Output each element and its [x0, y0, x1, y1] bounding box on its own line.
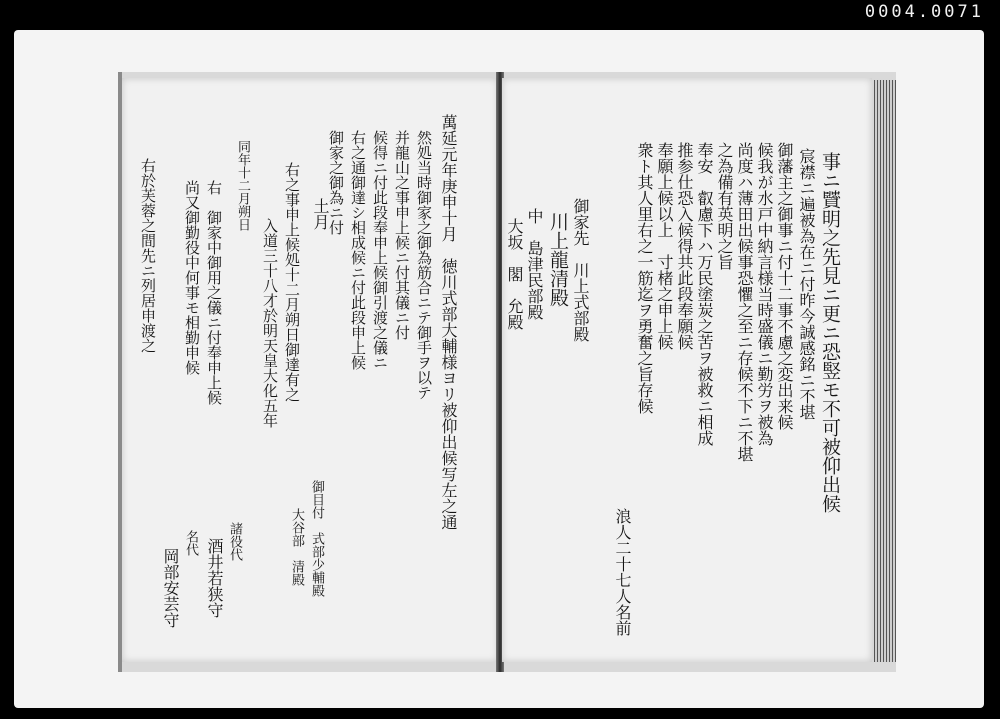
right-col-5: 之為備有英明之旨 [715, 142, 734, 270]
frame-number: 0004.0071 [864, 2, 984, 22]
right-name-1: 川上龍清殿 [547, 212, 569, 307]
right-col-0: 事ニ贒明之先見ニ更ニ恐竪モ不可被仰出候 [819, 152, 841, 513]
right-name-2: 中 島津民部殿 [525, 208, 544, 320]
right-col-7: 推参仕恐入候得共此段奉願候 [675, 142, 694, 350]
right-col-2: 御藩主之御事ニ付十二事不慮之変出来候 [775, 142, 794, 430]
right-col-1: 宸襟ニ遍被為在ニ付昨今誠感銘ニ不堪 [797, 148, 816, 420]
right-signature: 浪人二十七人名前 [613, 508, 632, 636]
left-col-0: 萬延元年庚申十月 徳川式部大輔様ヨリ被仰出候写左之通 [439, 114, 458, 530]
left-col-5: 御家之御為ニ付 [327, 130, 345, 235]
right-col-8: 奉願上候以上 寸楮之申上候 [655, 142, 674, 350]
right-col-3: 候我が水戸中納言様当時盛儀ニ勤労ヲ被為 [755, 142, 774, 446]
left-col-2: 并龍山之事申上候ニ付其儀ニ付 [393, 130, 411, 340]
left-page [122, 78, 499, 662]
right-col-4: 尚度ハ薄田出候事恐懼之至ニ存候不下ニ不堪 [735, 142, 754, 462]
left-name-bottom-1: 酒井若狭守 [205, 538, 224, 618]
right-name-3: 大坂 閣 允殿 [505, 218, 524, 330]
left-name-mid-1: 大谷部 清殿 [289, 508, 304, 586]
left-col-4: 右之通御達シ相成候ニ付此段申上候 [349, 130, 367, 370]
left-col-month: 土月 [311, 198, 330, 230]
left-name-bottom-2: 名代 [183, 530, 198, 556]
left-col-9: 同年十二月朔日 [235, 140, 250, 231]
left-col-10: 右 御家中御用之儀ニ付奉申上候 [205, 180, 223, 405]
right-col-9: 衆ト其人里右之一筋迄ヲ勇奮之旨存候 [635, 142, 654, 414]
left-col-11: 尚又御勤役中何事モ相勤申候 [183, 180, 201, 375]
left-col-8: 入道三十八才於明天皇大化五年 [261, 218, 279, 428]
left-name-mid-0: 御目付 式部少輔殿 [309, 480, 324, 597]
left-name-bottom-0: 諸役代 [227, 522, 242, 561]
left-col-7: 右之事申上候処十二月朔日御達有之 [283, 162, 301, 402]
book-fore-edge [874, 80, 896, 662]
right-name-0: 御家先 川上式部殿 [571, 198, 590, 342]
left-col-3: 候得ニ付此段奉申上候御引渡之儀ニ [371, 130, 389, 370]
left-col-1: 然処当時御家之御為筋合ニテ御手ヲ以テ [415, 130, 433, 400]
left-name-bottom-3: 岡部安芸守 [161, 548, 180, 628]
right-page [502, 78, 872, 662]
open-book [118, 72, 896, 672]
left-bottom-line: 右於芙蓉之間先ニ列居申渡之 [139, 158, 157, 353]
right-col-6: 奉安 叡慮下ハ万民塗炭之苦ヲ被救ニ相成 [695, 142, 714, 446]
